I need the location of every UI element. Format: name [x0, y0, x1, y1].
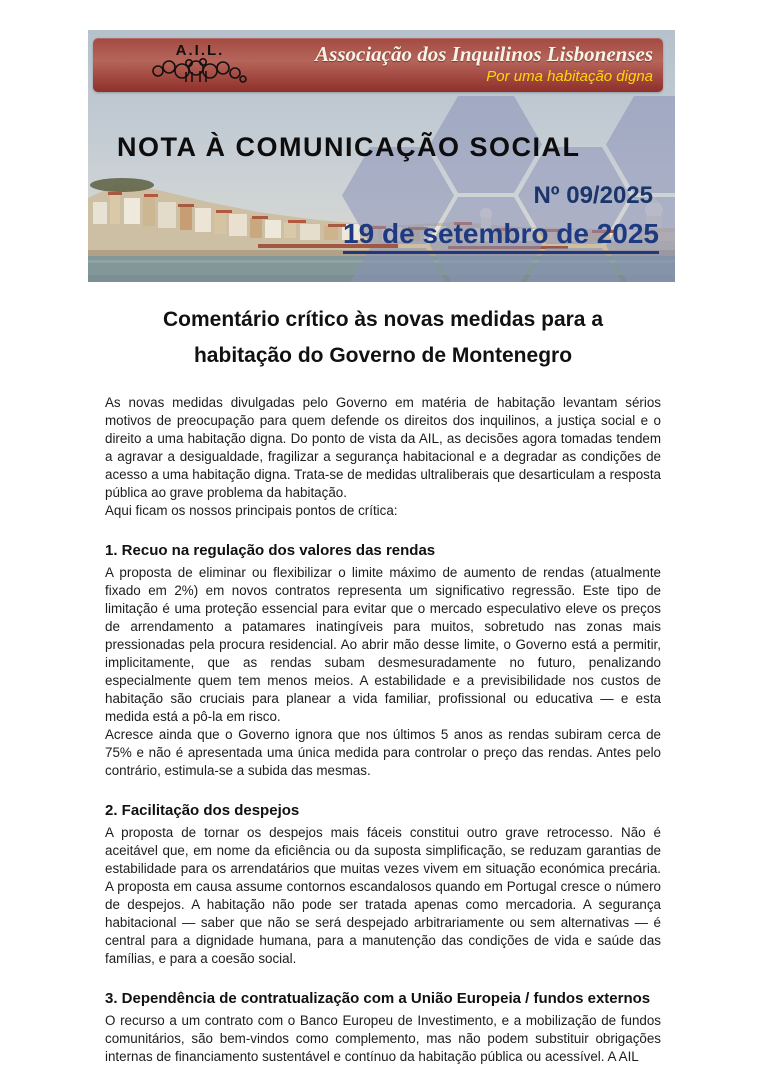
document-body — [105, 302, 661, 1066]
ail-logo-acronym: A.I.L. — [175, 41, 225, 59]
note-date: 19 de setembro de 2025 — [343, 218, 659, 254]
section-1-heading: 1. Recuo na regulação dos valores das rendas — [105, 542, 436, 559]
section-1-paragraph-2: Acresce ainda que o Governo ignora que nos últimos 5 anos as rendas subiram cerca de 75% e não é apresentada uma única medida para controlar o preço das rendas. Antes pelo contrário, estimula-se a subida das mesmas. — [105, 727, 661, 778]
ail-logo — [145, 43, 255, 88]
section-3 — [105, 988, 661, 1066]
section-2-paragraph-1: A proposta de tornar os despejos mais fáceis constitui outro grave retrocesso. Não é aceitável que, em nome da eficiência ou da suposta simplificação, se reduzam garantias de estabilidade para os arrendatários que muitas vezes vivem em situação económica precária. A proposta em causa assume contornos escandalosos quando em Portugal cresce o número de despejos. A habitação não pode ser tratada apenas como mercadoria. A segurança habitacional — saber que não se será despejado arbitrariamente ou sem alternativas — é central para a dignidade humana, para a manutenção das condições de vida e saúde das famílias, e para a coesão social. — [105, 825, 661, 966]
org-tagline: Por uma habitação digna — [486, 68, 653, 85]
section-3-paragraph-1: O recurso a um contrato com o Banco Europeu de Investimento, e a mobilização de fundos comunitários, são bem-vindos como complemento, mas não podem substituir obrigações internas de financiamento sustentável e contínuo da habitação pública ou acessível. A AIL — [105, 1013, 661, 1064]
section-1-paragraph-1: A proposta de eliminar ou flexibilizar o limite máximo de aumento de rendas (atualmente fixado em 2%) em novos contratos representa um significativo regressão. Este tipo de limitação é uma proteção essencial para evitar que o mercado especulativo eleve os preços de arrendamento a patamares inatingíveis para muitos, sobretudo nas zonas mais pressionadas pela procura residencial. Ao abrir mão desse limite, o Governo está a permitir, implicitamente, que as rendas subam desmesuradamente no futuro, penalizando especialmente quem tem menos meios. A estabilidade e a previsibilidade nos custos de habitação são cruciais para planear a vida familiar, profissional ou educativa — e esta medida está a pô-la em risco. — [105, 565, 661, 724]
intro-lead-line: Aqui ficam os nossos principais pontos de crítica: — [105, 503, 398, 518]
intro-paragraph: As novas medidas divulgadas pelo Governo em matéria de habitação levantam sérios motivos de preocupação para quem defende os direitos dos inquilinos, a justiça social e o direito a uma habitação digna. Do ponto de vista da AIL, as decisões agora tomadas tendem a agravar a desigualdade, fragilizar a segurança habitacional e a degradar as condições de acesso a uma habitação digna. Trata-se de medidas ultraliberais que desarticulam a resposta pública ao grave problema da habitação. — [105, 395, 661, 500]
org-name: Associação dos Inquilinos Lisbonenses — [315, 42, 653, 66]
section-1 — [105, 540, 661, 780]
section-2 — [105, 800, 661, 968]
document-title-line1: Comentário crítico às novas medidas para a — [163, 308, 603, 331]
org-identity — [315, 42, 653, 85]
section-3-heading: 3. Dependência de contratualização com a União Europeia / fundos externos — [105, 990, 651, 1007]
header-image — [88, 30, 675, 282]
document-title — [105, 302, 661, 374]
section-2-heading: 2. Facilitação dos despejos — [105, 802, 300, 819]
ail-banner — [93, 38, 663, 92]
document-title-line2: habitação do Governo de Montenegro — [193, 344, 573, 367]
ail-people-icon — [150, 58, 250, 84]
press-note-heading: NOTA À COMUNICAÇÃO SOCIAL — [117, 132, 581, 162]
note-number: Nº 09/2025 — [533, 182, 653, 209]
